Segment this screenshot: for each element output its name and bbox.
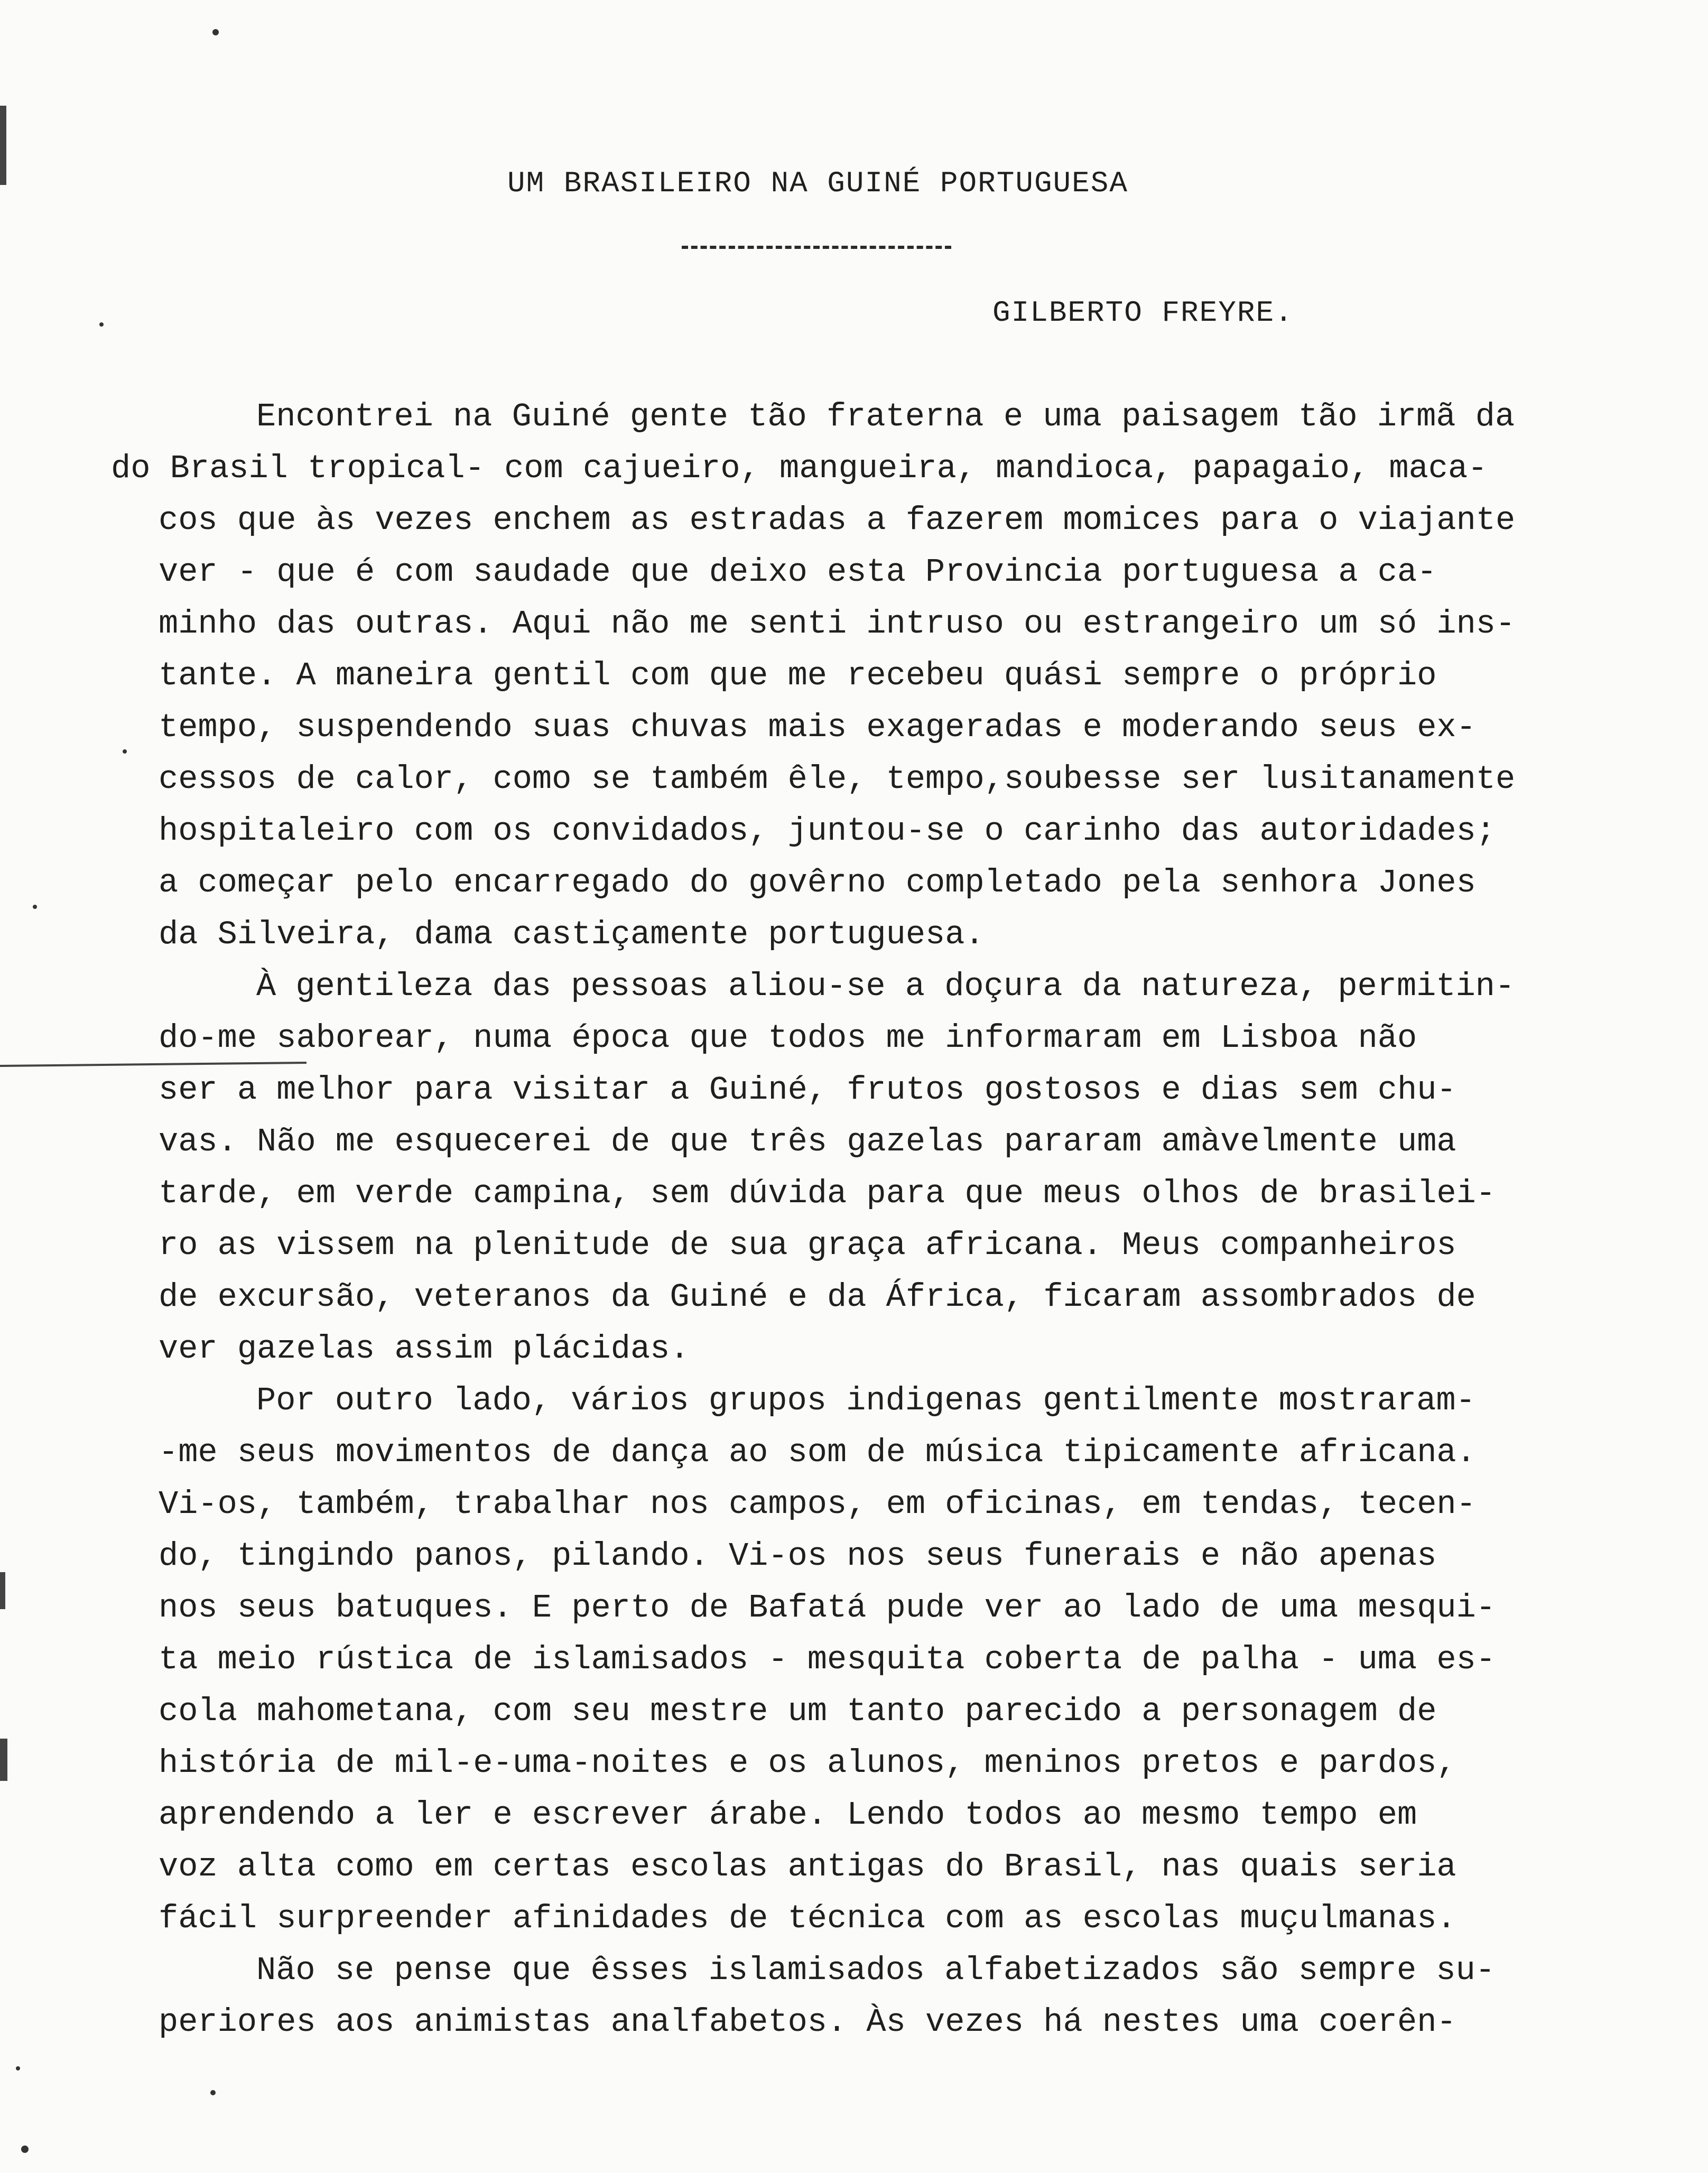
ink-speck	[21, 2146, 29, 2153]
document-title: UM BRASILEIRO NA GUINÉ PORTUGUESA	[507, 166, 1128, 200]
text-line: Por outro lado, vários grupos indigenas gentilmente mostraram-	[256, 1382, 1475, 1419]
text-line: Vi-os, também, trabalhar nos campos, em oficinas, em tendas, tecen-	[159, 1485, 1476, 1523]
text-line: cos que às vezes enchem as estradas a fazerem momices para o viajante	[159, 502, 1516, 539]
text-line: cessos de calor, como se também êle, tempo,soubesse ser lusitanamente	[159, 760, 1516, 798]
text-line: do, tingindo panos, pilando. Vi-os nos seus funerais e não apenas	[159, 1537, 1437, 1575]
text-line: vas. Não me esquecerei de que três gazelas pararam amàvelmente uma	[159, 1123, 1456, 1160]
text-line: ver gazelas assim plácidas.	[159, 1330, 690, 1368]
text-line: aprendendo a ler e escrever árabe. Lendo todos ao mesmo tempo em	[159, 1796, 1417, 1834]
text-line: de excursão, veteranos da Guiné e da África, ficaram assombrados de	[159, 1278, 1476, 1316]
text-line: ver - que é com saudade que deixo esta Provincia portuguesa a ca-	[159, 553, 1437, 591]
text-line: periores aos animistas analfabetos. Às vezes há nestes uma coerên-	[159, 2003, 1456, 2041]
text-line: hospitaleiro com os convidados, juntou-se o carinho das autoridades;	[159, 812, 1496, 850]
ink-speck	[210, 2090, 216, 2095]
text-line: nos seus batuques. E perto de Bafatá pude ver ao lado de uma mesqui-	[159, 1589, 1496, 1627]
ink-speck	[99, 322, 104, 327]
text-line: ser a melhor para visitar a Guiné, frutos gostosos e dias sem chu-	[159, 1071, 1456, 1109]
text-line: história de mil-e-uma-noites e os alunos, meninos pretos e pardos,	[159, 1744, 1456, 1782]
text-line: da Silveira, dama castiçamente portuguesa.	[159, 916, 985, 953]
text-line: voz alta como em certas escolas antigas do Brasil, nas quais seria	[159, 1848, 1456, 1886]
binding-edge-mark	[0, 1572, 5, 1609]
binding-edge-mark	[0, 1739, 7, 1781]
binding-edge-mark	[0, 106, 6, 185]
text-line: do Brasil tropical- com cajueiro, mangueira, mandioca, papagaio, maca-	[111, 450, 1488, 487]
text-line: ta meio rústica de islamisados - mesquita coberta de palha - uma es-	[159, 1641, 1496, 1678]
text-line: fácil surpreender afinidades de técnica com as escolas muçulmanas.	[159, 1900, 1456, 1937]
ink-speck	[33, 905, 37, 909]
text-line: minho das outras. Aqui não me senti intruso ou estrangeiro um só ins-	[159, 605, 1516, 643]
text-line: tempo, suspendendo suas chuvas mais exageradas e moderando seus ex-	[159, 709, 1476, 746]
document-body	[111, 391, 1638, 2048]
author-name: GILBERTO FREYRE.	[992, 296, 1294, 330]
text-line: ro as vissem na plenitude de sua graça africana. Meus companheiros	[159, 1227, 1456, 1264]
text-line: do-me saborear, numa época que todos me informaram em Lisboa não	[159, 1019, 1417, 1057]
ink-speck	[212, 29, 219, 35]
title-divider	[682, 246, 951, 249]
ink-speck	[123, 749, 127, 754]
ink-speck	[16, 2066, 20, 2070]
text-line: a começar pelo encarregado do govêrno completado pela senhora Jones	[159, 864, 1476, 902]
text-line: tante. A maneira gentil com que me recebeu quási sempre o próprio	[159, 657, 1437, 694]
text-line: -me seus movimentos de dança ao som de música tipicamente africana.	[159, 1434, 1476, 1471]
text-line: cola mahometana, com seu mestre um tanto parecido a personagem de	[159, 1693, 1437, 1730]
text-line: Encontrei na Guiné gente tão fraterna e uma paisagem tão irmã da	[256, 398, 1515, 435]
text-line: À gentileza das pessoas aliou-se a doçura da natureza, permitin-	[256, 968, 1515, 1005]
text-line: Não se pense que êsses islamisados alfabetizados são sempre su-	[256, 1952, 1495, 1989]
text-line: tarde, em verde campina, sem dúvida para que meus olhos de brasilei-	[159, 1175, 1496, 1212]
